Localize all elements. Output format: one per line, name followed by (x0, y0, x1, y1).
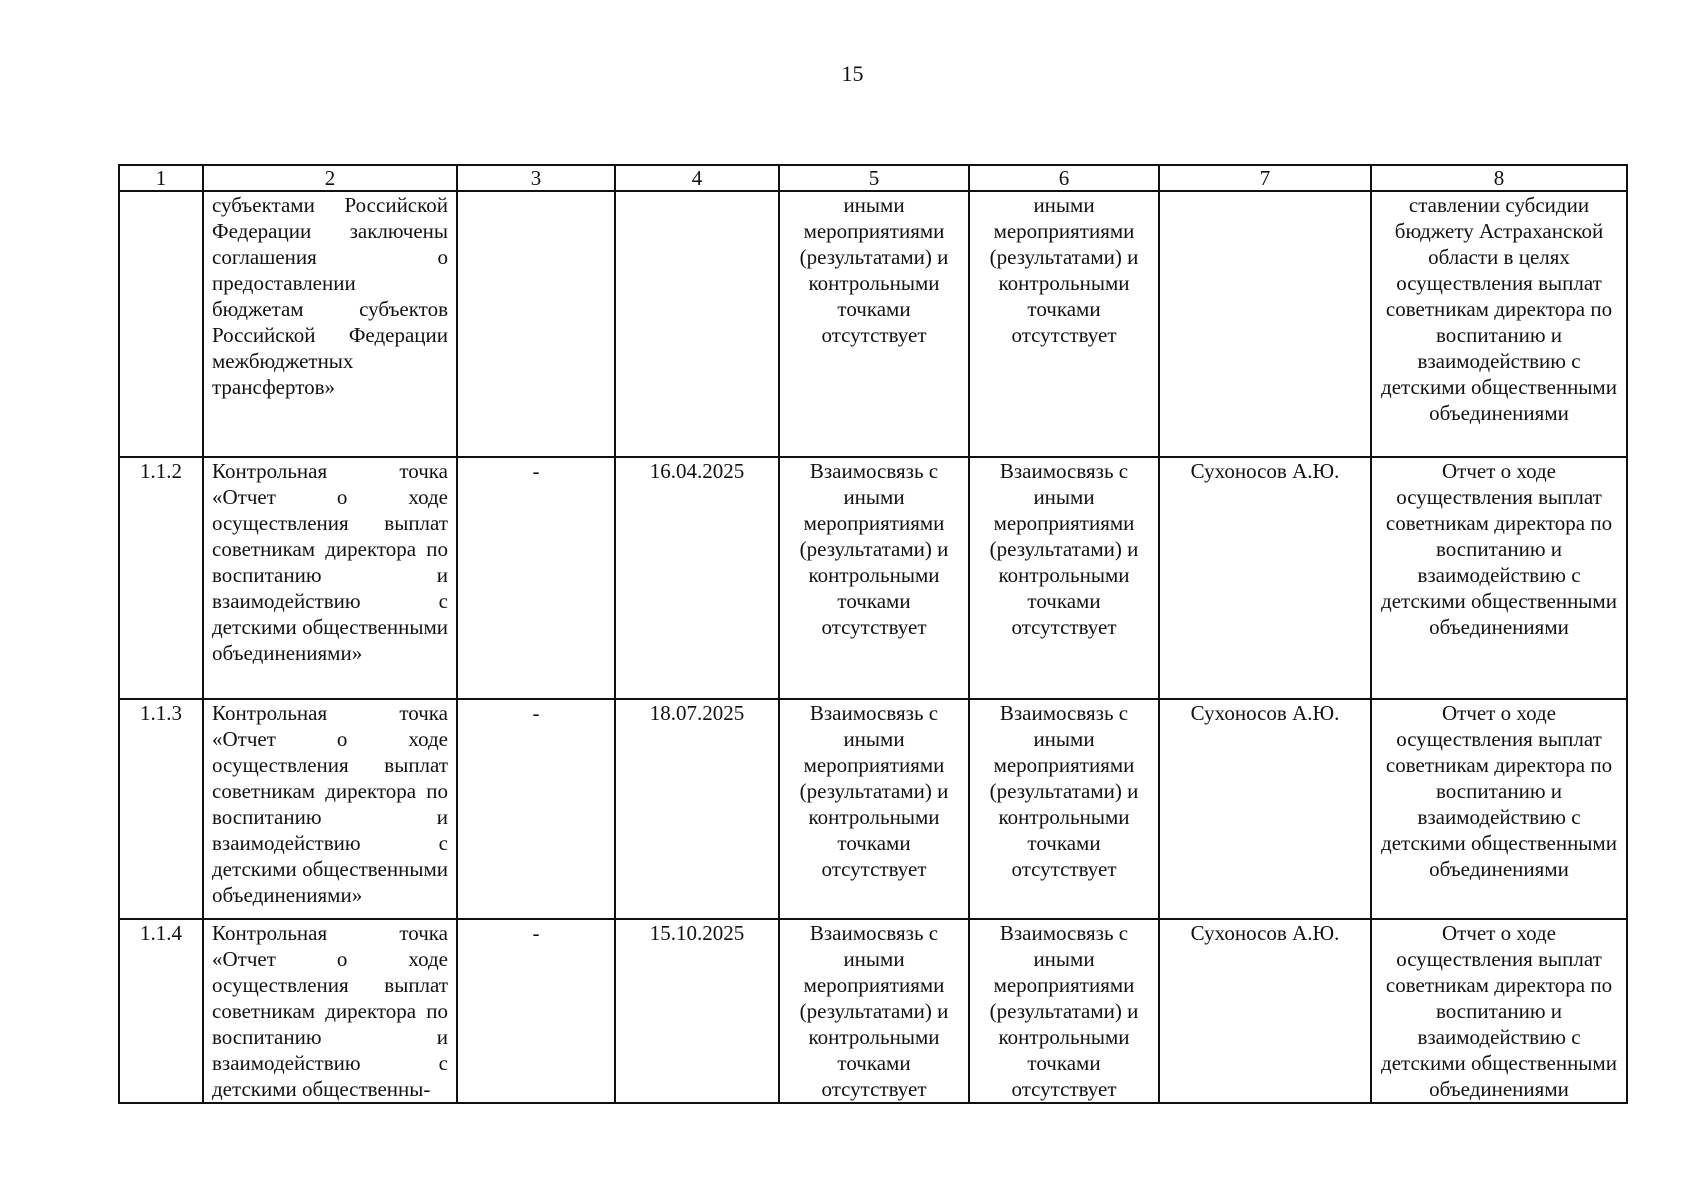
column-header-6: 6 (969, 165, 1159, 191)
responsible-cell: Сухоносов А.Ю. (1159, 699, 1371, 919)
relation-cell: иными мероприятиями (результатами) и контрольными точками отсутствует (969, 191, 1159, 457)
responsible-cell (1159, 191, 1371, 457)
name-cell: Контрольная точка «Отчет о ходе осуществления выплат советникам директора по воспитанию и взаимодействию с детскими общественными объединениями» (203, 699, 457, 919)
document-cell: Отчет о ходе осуществления выплат советникам директора по воспитанию и взаимодействию с детскими общественными объединениями (1371, 457, 1627, 699)
table-row (119, 699, 1627, 919)
name-cell: Контрольная точка «Отчет о ходе осуществления выплат советникам директора по воспитанию и взаимодействию с детскими общественны- (203, 919, 457, 1103)
col3-cell: - (457, 919, 615, 1103)
responsible-cell: Сухоносов А.Ю. (1159, 457, 1371, 699)
column-header-4: 4 (615, 165, 779, 191)
document-cell: Отчет о ходе осуществления выплат советникам директора по воспитанию и взаимодействию с детскими общественными объединениями (1371, 919, 1627, 1103)
document-cell: Отчет о ходе осуществления выплат советникам директора по воспитанию и взаимодействию с детскими общественными объединениями (1371, 699, 1627, 919)
date-cell: 16.04.2025 (615, 457, 779, 699)
responsible-cell: Сухоносов А.Ю. (1159, 919, 1371, 1103)
row-number-cell: 1.1.4 (119, 919, 203, 1103)
row-number-cell: 1.1.3 (119, 699, 203, 919)
relation-cell: Взаимосвязь с иными мероприятиями (результатами) и контрольными точками отсутствует (969, 457, 1159, 699)
row-number-cell (119, 191, 203, 457)
name-cell: субъектами Российской Федерации заключены соглашения о предоставлении бюджетам субъектов Российской Федерации межбюджетных трансфертов» (203, 191, 457, 457)
relation-cell: иными мероприятиями (результатами) и контрольными точками отсутствует (779, 191, 969, 457)
column-header-7: 7 (1159, 165, 1371, 191)
page-number: 15 (841, 61, 864, 86)
date-cell: 18.07.2025 (615, 699, 779, 919)
table-row (119, 919, 1627, 1103)
relation-cell: Взаимосвязь с иными мероприятиями (результатами) и контрольными точками отсутствует (779, 457, 969, 699)
column-header-3: 3 (457, 165, 615, 191)
relation-cell: Взаимосвязь с иными мероприятиями (результатами) и контрольными точками отсутствует (969, 699, 1159, 919)
column-header-1: 1 (119, 165, 203, 191)
date-cell: 15.10.2025 (615, 919, 779, 1103)
column-header-5: 5 (779, 165, 969, 191)
table-row (119, 191, 1627, 457)
relation-cell: Взаимосвязь с иными мероприятиями (результатами) и контрольными точками отсутствует (969, 919, 1159, 1103)
document-cell: ставлении субсидии бюджету Астраханской области в целях осуществления выплат советникам директора по воспитанию и взаимодействию с детскими общественными объединениями (1371, 191, 1627, 457)
relation-cell: Взаимосвязь с иными мероприятиями (результатами) и контрольными точками отсутствует (779, 699, 969, 919)
table-row (119, 457, 1627, 699)
column-header-8: 8 (1371, 165, 1627, 191)
col3-cell: - (457, 699, 615, 919)
name-cell: Контрольная точка «Отчет о ходе осуществления выплат советникам директора по воспитанию и взаимодействию с детскими общественными объединениями» (203, 457, 457, 699)
date-cell (615, 191, 779, 457)
header-row (119, 165, 1627, 191)
column-header-2: 2 (203, 165, 457, 191)
relation-cell: Взаимосвязь с иными мероприятиями (результатами) и контрольными точками отсутствует (779, 919, 969, 1103)
schedule-table (118, 164, 1628, 1104)
row-number-cell: 1.1.2 (119, 457, 203, 699)
col3-cell: - (457, 457, 615, 699)
col3-cell (457, 191, 615, 457)
